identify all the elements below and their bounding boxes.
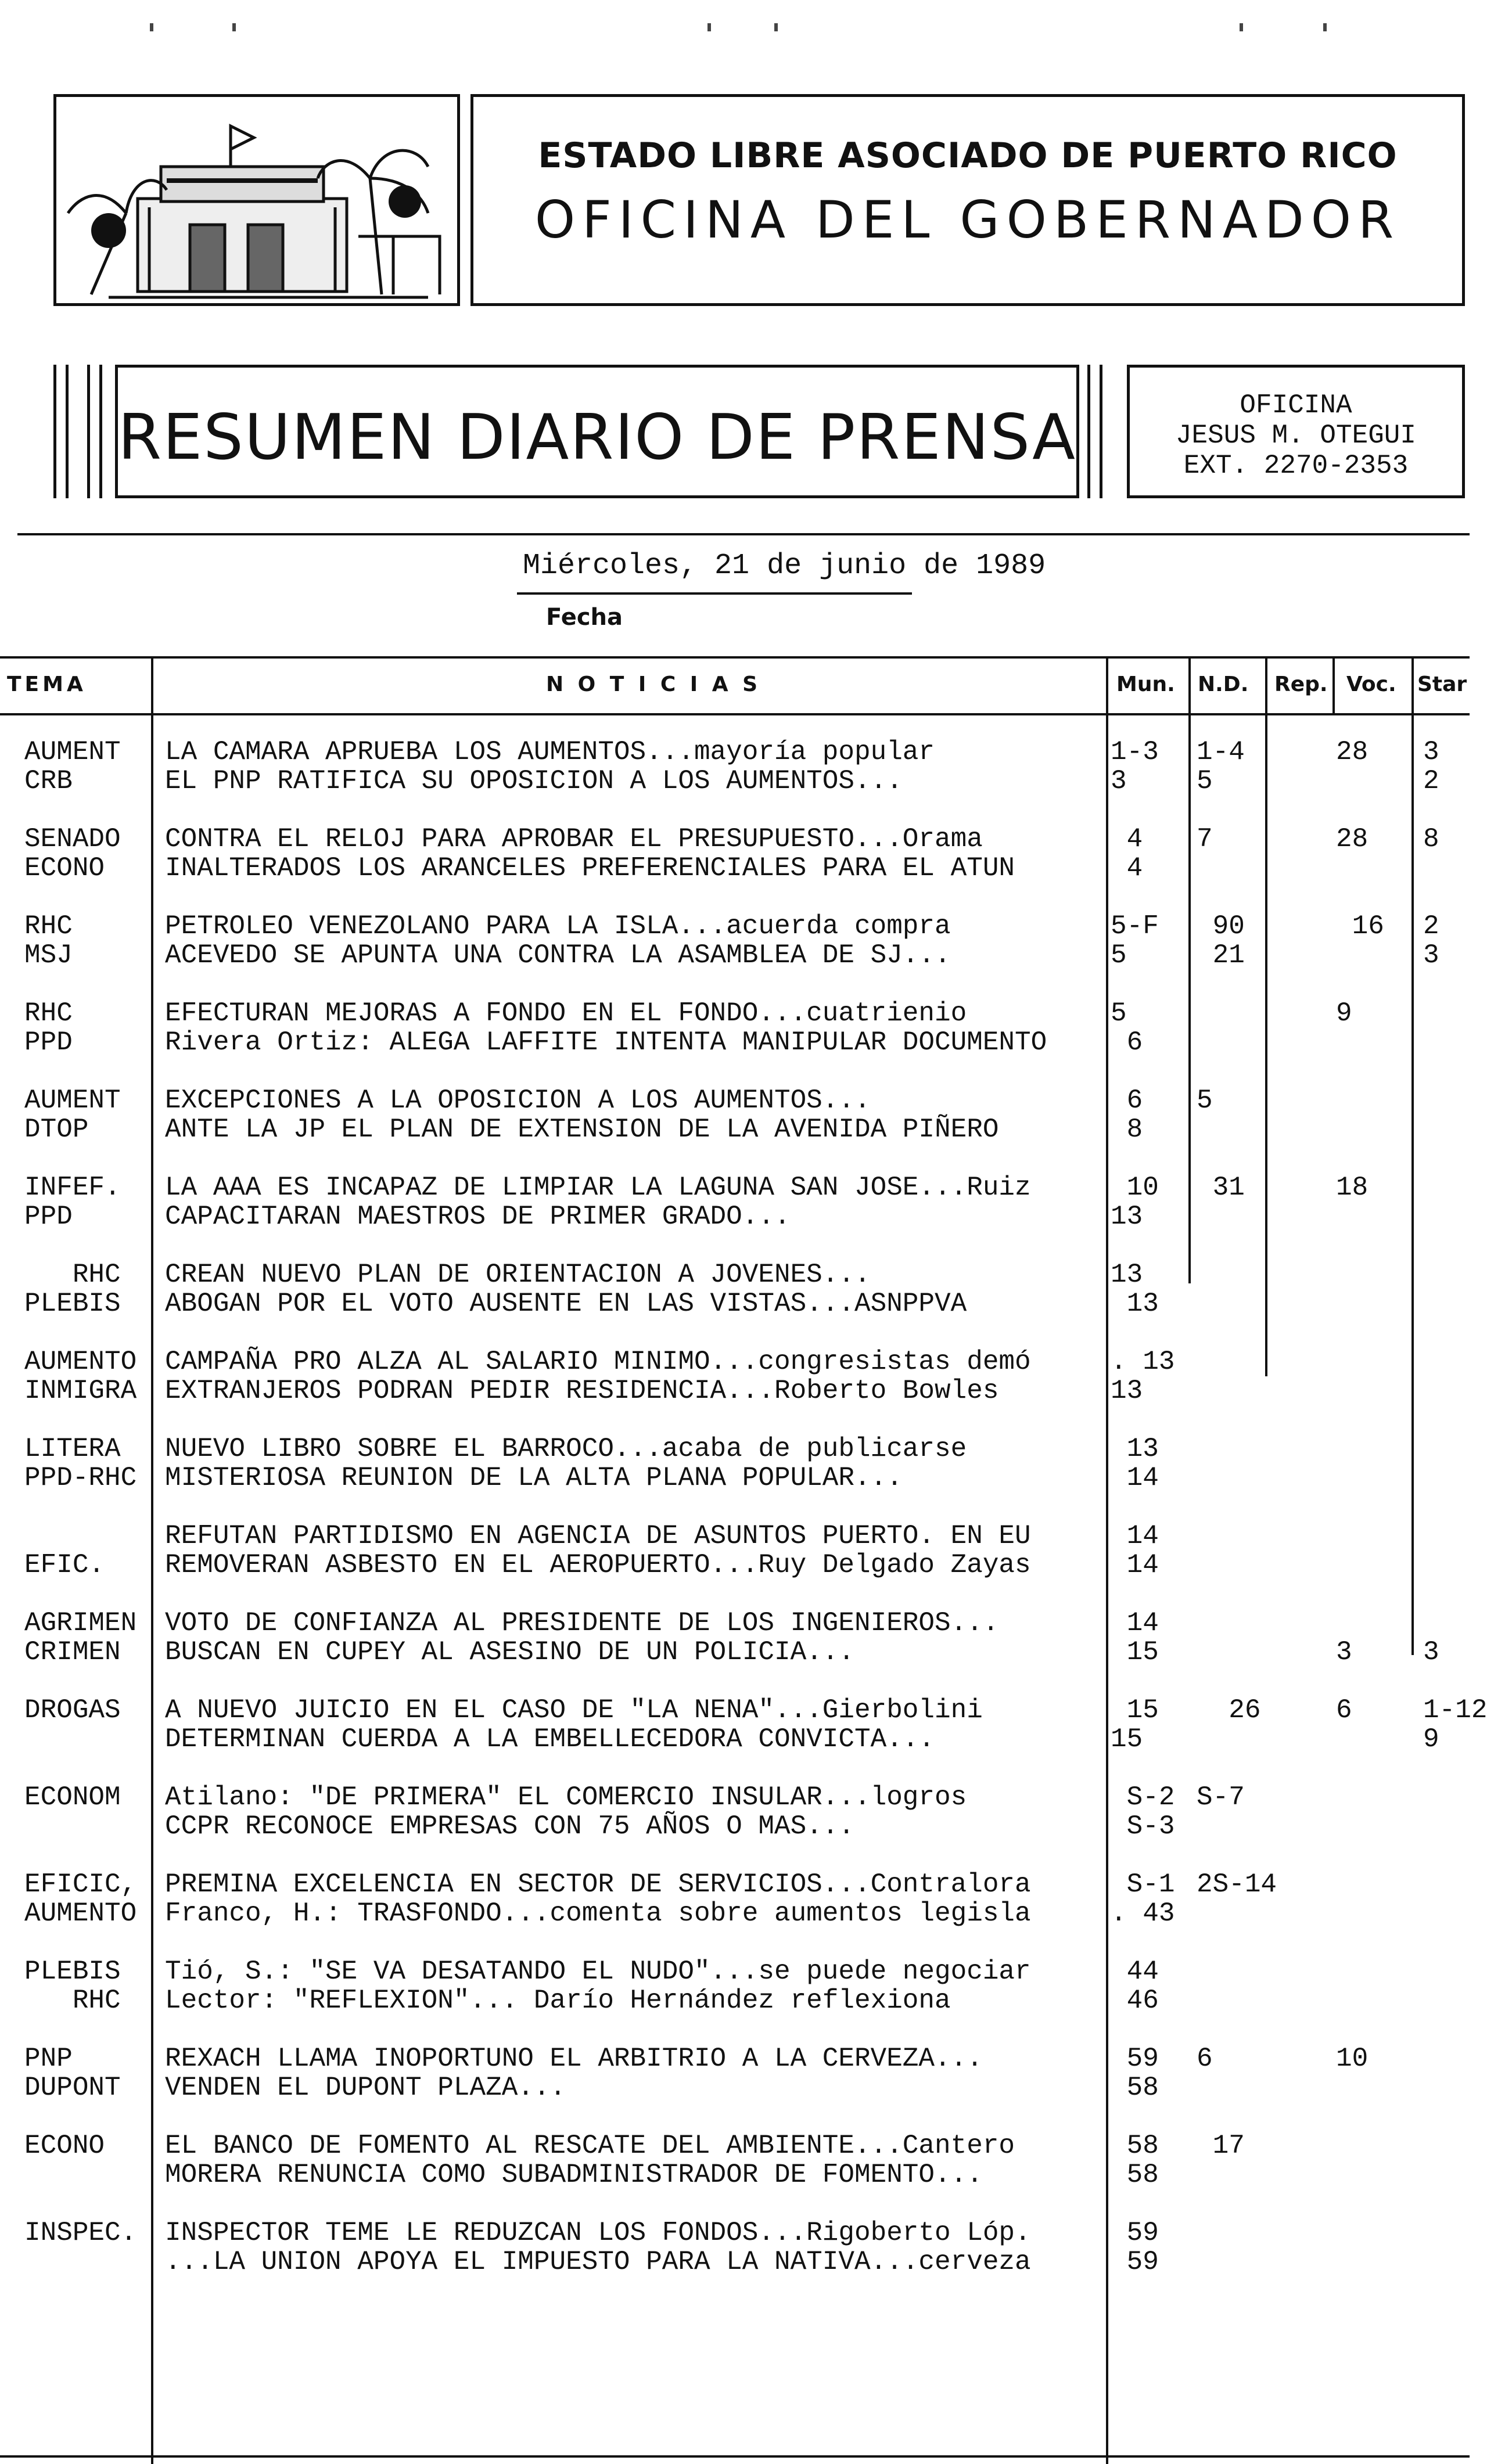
cell-mun: 5-F [1111,911,1159,941]
cell-nd: 17 [1197,2131,1245,2161]
cell-mun: . 43 [1111,1898,1175,1929]
cell-news: A NUEVO JUICIO EN EL CASO DE "LA NENA"...Gierbolini [165,1695,983,1725]
cell-voc: 28 [1336,737,1369,767]
table-row [0,2044,1470,2102]
cell-news: CONTRA EL RELOJ PARA APROBAR EL PRESUPUESTO...Orama [165,824,983,854]
cell-news: NUEVO LIBRO SOBRE EL BARROCO...acaba de publicarse [165,1434,967,1464]
scan-mark [1240,23,1243,31]
col-header-rep: Rep. [1274,672,1328,696]
cell-tema: DROGAS [24,1695,121,1725]
cell-nd: 31 [1197,1172,1245,1203]
table-row [0,1173,1470,1231]
table-row [0,912,1470,970]
col-header-voc: Voc. [1346,672,1396,696]
cell-news: EL PNP RATIFICA SU OPOSICION A LOS AUMENTOS... [165,766,903,796]
cell-news: CREAN NUEVO PLAN DE ORIENTACION A JOVENES... [165,1260,871,1290]
cell-mun: 13 [1111,1289,1159,1319]
table-row [0,1957,1470,2015]
cell-tema: INMIGRA [24,1376,137,1406]
scan-mark [232,23,236,31]
cell-tema: INSPEC. [24,2218,137,2248]
table-row [0,1086,1470,1144]
cell-mun: 5 [1111,998,1127,1028]
cell-star: 9 [1423,1724,1439,1754]
cell-voc: 9 [1336,998,1352,1028]
cell-voc: 6 [1336,1695,1352,1725]
cell-tema: PLEBIS [24,1289,121,1319]
date-underline [517,592,912,595]
cell-news: REFUTAN PARTIDISMO EN AGENCIA DE ASUNTOS PUERTO. EN EU [165,1521,1031,1551]
cell-news: VENDEN EL DUPONT PLAZA... [165,2073,566,2103]
cell-mun: 14 [1111,1521,1159,1551]
cell-mun: 4 [1111,853,1143,883]
cell-tema: DUPONT [24,2073,121,2103]
cell-tema: CRIMEN [24,1637,121,1667]
table-bottom-rule [0,2455,1470,2458]
resumen-banner [115,365,1079,498]
table-row [0,1521,1470,1580]
cell-nd: 21 [1197,940,1245,970]
cell-mun: 14 [1111,1463,1159,1493]
cell-news: Franco, H.: TRASFONDO...comenta sobre aumentos legisla [165,1898,1031,1929]
rule-rep [1332,656,1335,713]
header-line1: ESTADO LIBRE ASOCIADO DE PUERTO RICO [538,135,1398,176]
cell-mun: 59 [1111,2247,1159,2277]
cell-news: EFECTURAN MEJORAS A FONDO EN EL FONDO...cuatrienio [165,998,967,1028]
cell-mun: 59 [1111,2218,1159,2248]
rule-voc [1411,656,1414,1655]
office-box [1127,365,1465,498]
governor-mansion-illustration [56,97,457,303]
cell-mun: S-3 [1111,1811,1175,1841]
cell-nd: 90 [1197,911,1245,941]
cell-mun: 5 [1111,940,1127,970]
cell-news: DETERMINAN CUERDA A LA EMBELLECEDORA CONVICTA... [165,1724,935,1754]
cell-news: BUSCAN EN CUPEY AL ASESINO DE UN POLICIA... [165,1637,854,1667]
cell-news: EXCEPCIONES A LA OPOSICION A LOS AUMENTOS... [165,1085,871,1116]
letterhead-image-frame [53,94,460,306]
office-line3: EXT. 2270-2353 [1183,451,1409,481]
cell-voc: 28 [1336,824,1369,854]
cell-tema: ECONO [24,2131,105,2161]
cell-mun: S-1 [1111,1869,1175,1900]
table-row [0,999,1470,1057]
cell-news: CAPACITARAN MAESTROS DE PRIMER GRADO... [165,1202,791,1232]
col-header-tema: TEMA [7,672,87,696]
resumen-title: RESUMEN DIARIO DE PRENSA [118,401,1076,474]
cell-mun: 59 [1111,2044,1159,2074]
cell-news: LA CAMARA APRUEBA LOS AUMENTOS...mayoría popular [165,737,935,767]
table-row [0,1347,1470,1405]
cell-news: PREMINA EXCELENCIA EN SECTOR DE SERVICIOS...Contralora [165,1869,1031,1900]
cell-voc: 10 [1336,2044,1369,2074]
cell-tema: PLEBIS [24,1956,121,1987]
cell-mun: 58 [1111,2131,1159,2161]
cell-news: INALTERADOS LOS ARANCELES PREFERENCIALES PARA EL ATUN [165,853,1015,883]
cell-news: EL BANCO DE FOMENTO AL RESCATE DEL AMBIENTE...Cantero [165,2131,1015,2161]
cell-nd: 5 [1197,1085,1213,1116]
cell-mun: 13 [1111,1434,1159,1464]
cell-mun: 46 [1111,1985,1159,2016]
resumen-bars-left-2 [87,365,102,498]
scan-mark [1323,23,1327,31]
cell-news: MISTERIOSA REUNION DE LA ALTA PLANA POPULAR... [165,1463,903,1493]
cell-nd: S-7 [1197,1782,1245,1812]
cell-news: ANTE LA JP EL PLAN DE EXTENSION DE LA AVENIDA PIÑERO [165,1114,999,1145]
cell-star: 2 [1423,766,1439,796]
table-row [0,1695,1487,1754]
table-row [0,2131,1470,2189]
cell-tema: RHC [24,911,73,941]
cell-news: PETROLEO VENEZOLANO PARA LA ISLA...acuerda compra [165,911,951,941]
cell-mun: 15 [1111,1637,1159,1667]
cell-mun: S-2 [1111,1782,1175,1812]
cell-mun: 1-3 [1111,737,1159,767]
cell-mun: 14 [1111,1550,1159,1580]
cell-news: Atilano: "DE PRIMERA" EL COMERCIO INSULAR...logros [165,1782,967,1812]
table-row [0,1434,1470,1492]
cell-news: CCPR RECONOCE EMPRESAS CON 75 AÑOS O MAS... [165,1811,854,1841]
cell-tema: AUMENT [24,1085,121,1116]
table-header-rule [0,713,1470,715]
cell-news: CAMPAÑA PRO ALZA AL SALARIO MINIMO...congresistas demó [165,1347,1031,1377]
cell-mun: 13 [1111,1202,1143,1232]
cell-tema: PNP [24,2044,73,2074]
col-header-nd: N.D. [1198,672,1249,696]
cell-tema: PPD [24,1202,73,1232]
cell-star: 3 [1423,1637,1439,1667]
col-header-star: Star [1417,672,1467,696]
scan-mark [150,23,153,31]
cell-nd: 7 [1197,824,1213,854]
letterhead-title-box [470,94,1465,306]
cell-tema: AUMENTO [24,1347,137,1377]
cell-tema: EFIC. [24,1550,105,1580]
header-divider [17,533,1470,535]
cell-mun: 6 [1111,1027,1143,1057]
cell-news: REMOVERAN ASBESTO EN EL AEROPUERTO...Ruy Delgado Zayas [165,1550,1031,1580]
cell-tema: AUMENTO [24,1898,137,1929]
cell-star: 2 [1423,911,1439,941]
cell-nd: 26 [1197,1695,1261,1725]
cell-nd: 2S-14 [1197,1869,1277,1900]
cell-mun: 8 [1111,1114,1143,1145]
cell-news: ABOGAN POR EL VOTO AUSENTE EN LAS VISTAS...ASNPPVA [165,1289,967,1319]
date-value: Miércoles, 21 de junio de 1989 [523,549,1046,582]
cell-news: LA AAA ES INCAPAZ DE LIMPIAR LA LAGUNA SAN JOSE...Ruiz [165,1172,1031,1203]
cell-voc: 18 [1336,1172,1369,1203]
cell-mun: 6 [1111,1085,1143,1116]
cell-mun: 3 [1111,766,1127,796]
header-line2: OFICINA DEL GOBERNADOR [534,190,1401,250]
cell-mun: 58 [1111,2160,1159,2190]
cell-star: 3 [1423,737,1439,767]
cell-tema: AUMENT [24,737,121,767]
cell-tema: INFEF. [24,1172,121,1203]
cell-news: REXACH LLAMA INOPORTUNO EL ARBITRIO A LA CERVEZA... [165,2044,983,2074]
cell-mun: 44 [1111,1956,1159,1987]
cell-news: EXTRANJEROS PODRAN PEDIR RESIDENCIA...Roberto Bowles [165,1376,999,1406]
cell-mun: 14 [1111,1608,1159,1638]
cell-mun: 13 [1111,1260,1143,1290]
cell-news: ACEVEDO SE APUNTA UNA CONTRA LA ASAMBLEA DE SJ... [165,940,951,970]
cell-tema: ECONO [24,853,105,883]
cell-star: 3 [1423,940,1439,970]
table-row [0,2218,1470,2276]
table-top-rule [0,656,1470,659]
table-row [0,1609,1470,1667]
col-header-mun: Mun. [1116,672,1175,696]
office-line2: JESUS M. OTEGUI [1175,420,1417,451]
cell-mun: 4 [1111,824,1143,854]
cell-news: Lector: "REFLEXION"... Darío Hernández reflexiona [165,1985,951,2016]
cell-nd: 5 [1197,766,1213,796]
date-label: Fecha [546,604,623,631]
cell-mun: 10 [1111,1172,1159,1203]
cell-tema: MSJ [24,940,73,970]
cell-news: VOTO DE CONFIANZA AL PRESIDENTE DE LOS INGENIEROS... [165,1608,999,1638]
cell-mun: 15 [1111,1695,1159,1725]
cell-tema: PPD-RHC [24,1463,137,1493]
cell-news: ...LA UNION APOYA EL IMPUESTO PARA LA NATIVA...cerveza [165,2247,1031,2277]
table-row [0,1870,1470,1928]
cell-tema: EFICIC, [24,1869,137,1900]
cell-star: 8 [1423,824,1439,854]
cell-tema: LITERA [24,1434,121,1464]
table-row [0,825,1470,883]
cell-voc: 3 [1336,1637,1352,1667]
table-row [0,738,1470,796]
cell-star: 1-12 [1423,1695,1487,1725]
cell-news: INSPECTOR TEME LE REDUZCAN LOS FONDOS...Rigoberto Lóp. [165,2218,1031,2248]
cell-tema: DTOP [24,1114,89,1145]
table-row [0,1260,1470,1318]
cell-tema: RHC [24,1985,121,2016]
scan-mark [774,23,778,31]
cell-mun: . 13 [1111,1347,1175,1377]
cell-voc: 16 [1336,911,1384,941]
cell-tema: CRB [24,766,73,796]
resumen-bars-left [53,365,69,498]
col-header-noticias: N O T I C I A S [546,672,762,696]
cell-tema: PPD [24,1027,73,1057]
cell-mun: 13 [1111,1376,1143,1406]
cell-tema: ECONOM [24,1782,121,1812]
resumen-bars-right [1087,365,1102,498]
cell-tema: RHC [24,998,73,1028]
cell-tema: SENADO [24,824,121,854]
cell-nd: 1-4 [1197,737,1245,767]
scan-mark [707,23,711,31]
office-line1: OFICINA [1240,390,1352,420]
cell-mun: 15 [1111,1724,1143,1754]
cell-tema: AGRIMEN [24,1608,137,1638]
table-row [0,1783,1470,1841]
cell-news: MORERA RENUNCIA COMO SUBADMINISTRADOR DE FOMENTO... [165,2160,983,2190]
cell-news: Rivera Ortiz: ALEGA LAFFITE INTENTA MANIPULAR DOCUMENTO [165,1027,1047,1057]
cell-mun: 58 [1111,2073,1159,2103]
cell-news: Tió, S.: "SE VA DESATANDO EL NUDO"...se puede negociar [165,1956,1031,1987]
cell-nd: 6 [1197,2044,1213,2074]
cell-tema: RHC [24,1260,121,1290]
